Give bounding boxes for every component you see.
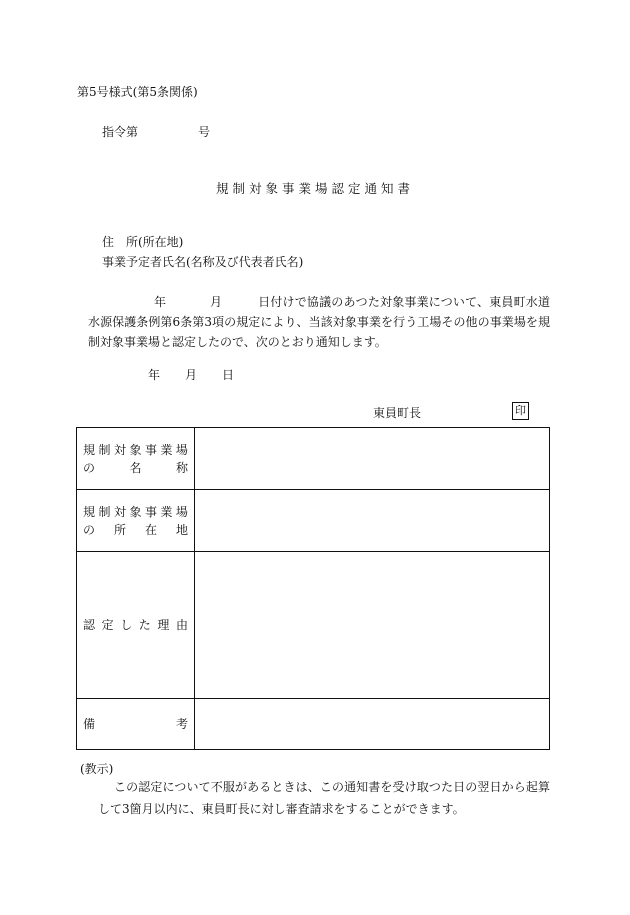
issuer-name: 東員町長 [373,406,422,420]
order-number [102,124,210,140]
details-table [76,427,550,750]
table-row [77,552,550,699]
table-row [77,699,550,750]
date-line [148,367,259,383]
document-title: 規制対象事業場認定通知書 [215,181,414,196]
remarks-label: 備 考 [77,699,195,750]
address-label: 住 所(所在地) [102,235,184,249]
notification-body [88,292,550,352]
facility-location-label: 規 制 対 象 事 業 場 の 所 在 地 [77,490,195,552]
date-day: 日 [222,368,235,382]
facility-name-field[interactable] [195,428,550,490]
form-number: 第5号様式(第5条関係) [77,85,198,99]
remarks-field[interactable] [195,699,550,750]
date-year: 年 [148,368,161,382]
name-label: 事業予定者氏名(名称及び代表者氏名) [102,255,304,269]
notice-heading: (教示) [80,762,114,776]
date-month: 月 [185,368,198,382]
reason-label: 認 定 し た 理 由 [77,552,195,699]
notice-text: この認定について不服があるときは、この通知書を受け取つた日の翌日から起算して3箇月以内に、東員町長に対し審査請求をすることができます。 [98,780,550,816]
table-row [77,490,550,552]
table-row [77,428,550,490]
body-year: 年 [153,295,166,309]
body-month: 月 [209,295,222,309]
seal-box: 印 [512,402,529,420]
order-prefix: 指令第 [102,125,139,139]
order-suffix: 号 [198,125,211,139]
reason-field[interactable] [195,552,550,699]
facility-location-field[interactable] [195,490,550,552]
body-text: 日付けで協議のあつた対象事業について、東員町水道水源保護条例第6条第3項の規定により、当該対象事業を行う工場その他の事業場を規制対象事業場と認定したので、次のとおり通知します。 [88,295,550,349]
facility-name-label: 規 制 対 象 事 業 場 の 名 称 [77,428,195,490]
